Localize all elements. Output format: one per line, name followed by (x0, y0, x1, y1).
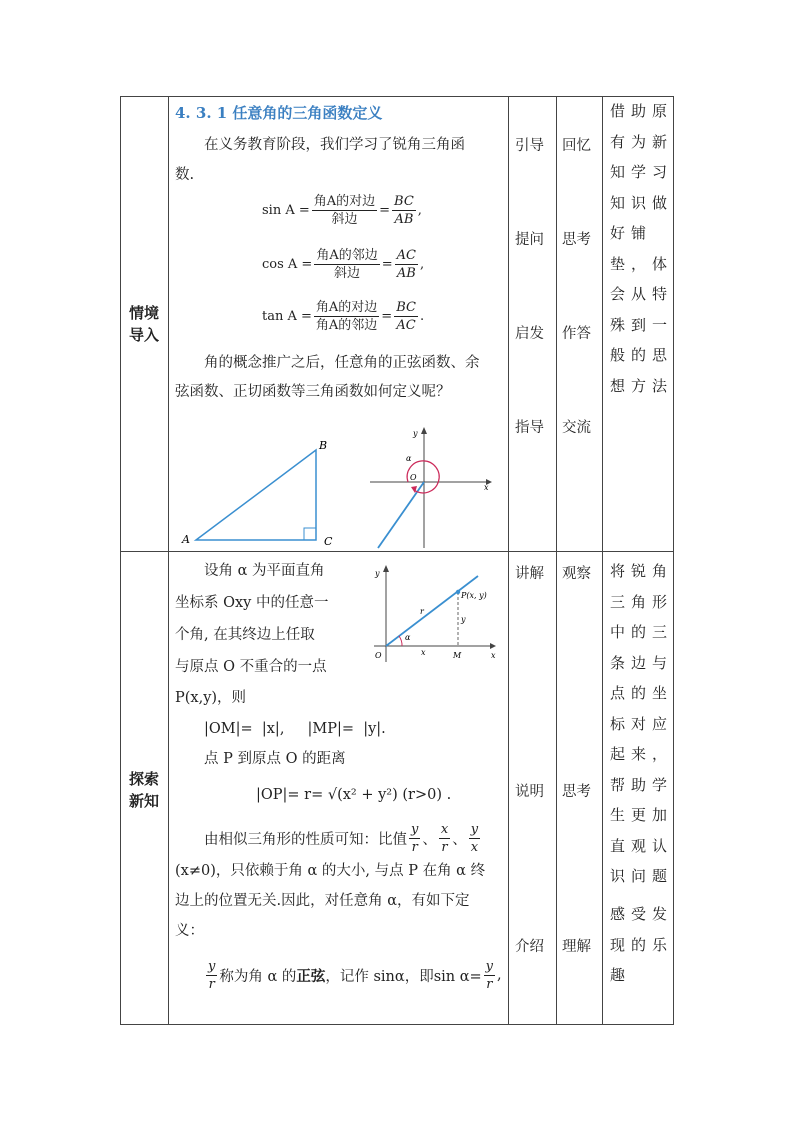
tan-ratio-letters: $\frac{BC}{AC}$ (396, 299, 416, 333)
cos-ratio-letters: $\frac{AC}{AB}$ (396, 247, 416, 281)
setup-line-3: 个角, 在其终边上任取 (175, 627, 315, 643)
similarity-line-2: (x≠0)，只依赖于角 α 的大小, 与点 P 在角 α 终 (175, 863, 486, 879)
design-intent-2b: 感受发现的乐趣 (610, 905, 674, 984)
col-border-4 (602, 96, 603, 1025)
distance-line: 点 P 到原点 O 的距离 (204, 751, 346, 767)
sin-fn: sin A = (262, 202, 310, 218)
fig-label-o: O (375, 651, 382, 660)
teacher-activity-4: 指导 (515, 420, 544, 436)
fig-label-alpha: α (405, 633, 411, 642)
design-intent-1: 借助原有为新知学习知识做好铺垫，体会从特殊到一般的思想方法 (610, 102, 674, 395)
stage-label-2: 探索新知 (128, 770, 159, 810)
col-border-0 (120, 96, 121, 1025)
tan-ratio-words: $\frac{\text{角A的对边}}{\text{角A的邻边}}$ (315, 299, 378, 333)
student-activity-5: 观察 (562, 566, 591, 582)
student-activity-6: 思考 (562, 784, 591, 800)
intro-line-2: 数. (175, 167, 195, 183)
vertex-label-b: B (319, 439, 328, 452)
axis-label-y: y (413, 429, 418, 438)
triangle-shape (196, 450, 316, 540)
question-line-1: 角的概念推广之后，任意角的正弦函数、余 (204, 355, 480, 371)
fig-label-x: x (491, 651, 496, 660)
ratio-y-over-r: $\frac{y}{r}$ (411, 821, 419, 855)
question-line-2: 弦函数、正切函数等三角函数如何定义呢？ (175, 384, 451, 400)
right-angle-mark (304, 528, 316, 540)
student-activity-7: 理解 (562, 939, 591, 955)
table-bottom-border (120, 1024, 674, 1025)
cos-fn: cos A = (262, 256, 313, 272)
fig-x-arrow (490, 643, 496, 649)
angle-axes-figure (368, 424, 496, 550)
similarity-line: 由相似三角形的性质可知：比值 $\frac{y}{r}$ 、 $\frac{x}{r}$ 、 $\frac{y}{x}$ (204, 821, 479, 855)
setup-line-5: P(x,y)，则 (175, 690, 247, 706)
cos-formula: cos A = $\frac{\text{角A的邻边}}{\text{斜边}}$ = $\frac{AC}{AB}$ , (262, 247, 425, 281)
sin-ratio-words: $\frac{\text{角A的对边}}{\text{斜边}}$ (313, 193, 376, 227)
def-frac-left: $\frac{y}{r}$ (208, 958, 216, 992)
vertex-label-c: C (324, 535, 333, 547)
y-axis-arrow (421, 427, 427, 434)
fig-label-m: M (453, 651, 462, 660)
col-border-2 (508, 96, 509, 1025)
col-border-1 (168, 96, 169, 1025)
def-frac-right: $\frac{y}{r}$ (485, 958, 494, 992)
teacher-activity-3: 启发 (515, 326, 544, 342)
teacher-activity-5: 讲解 (515, 566, 544, 582)
teacher-activity-1: 引导 (515, 138, 544, 154)
fig-terminal-side (386, 576, 478, 646)
ratio-y-over-x: $\frac{y}{x}$ (470, 821, 479, 855)
fig-label-y: y (375, 569, 380, 578)
row-divider (120, 551, 674, 552)
col-border-3 (556, 96, 557, 1025)
fig-label-y-seg: y (461, 615, 466, 624)
section-title: 4. 3. 1 任意角的三角函数定义 (175, 104, 383, 122)
similarity-line-3: 边上的位置无关.因此，对任意角 α，有如下定 (175, 893, 470, 909)
student-activity-2: 思考 (562, 232, 591, 248)
student-activity-3: 作答 (562, 326, 591, 342)
axis-label-x: x (484, 483, 489, 492)
op-distance-formula: |OP|= r= √(x² + y²) (r>0) . (256, 787, 452, 803)
design-intent-2: 将锐角三角形中的三条边与点的坐标对应起来，帮助学生更加直观认识问题 (610, 562, 674, 885)
fig-label-r: r (420, 607, 424, 616)
right-triangle-figure (178, 432, 338, 547)
term-sine: 正弦 (296, 967, 326, 985)
vertex-label-a: A (182, 533, 190, 546)
fig-label-x-seg: x (421, 648, 426, 657)
alpha-label: α (406, 454, 412, 463)
intro-line-1: 在义务教育阶段，我们学习了锐角三角函 (204, 137, 465, 153)
student-activity-1: 回忆 (562, 138, 591, 154)
ratio-x-over-r: $\frac{x}{r}$ (440, 821, 449, 855)
teacher-activity-7: 介绍 (515, 939, 544, 955)
stage-label-1: 情境导入 (128, 304, 159, 344)
sine-definition: $\frac{y}{r}$ 称为角 α 的 正弦 ，记作 sinα，即sin α= $\frac{y}{r}$ , (208, 958, 502, 992)
fig-point-p (456, 590, 460, 594)
origin-label: O (410, 473, 417, 482)
setup-line-1: 设角 α 为平面直角 (204, 563, 325, 579)
setup-line-4: 与原点 O 不重合的一点 (175, 659, 327, 675)
cos-ratio-words: $\frac{\text{角A的邻边}}{\text{斜边}}$ (316, 247, 378, 281)
teacher-activity-6: 说明 (515, 784, 544, 800)
tan-fn: tan A = (262, 308, 312, 324)
teacher-activity-2: 提问 (515, 232, 544, 248)
student-activity-4: 交流 (562, 420, 591, 436)
table-top-border (120, 96, 674, 97)
sin-formula: sin A = $\frac{\text{角A的对边}}{\text{斜边}}$ = $\frac{BC}{AB}$ , (262, 193, 422, 227)
fig-y-arrow (383, 565, 389, 572)
sin-ratio-letters: $\frac{BC}{AB}$ (394, 193, 414, 227)
point-p-figure (364, 562, 502, 666)
abs-value-line: |OM|= |x|, |MP|= |y|. (204, 721, 386, 737)
fig-label-p: P(x, y) (461, 591, 487, 600)
setup-line-2: 坐标系 Oxy 中的任意一 (175, 595, 329, 611)
tan-formula: tan A = $\frac{\text{角A的对边}}{\text{角A的邻边}}$ = $\frac{BC}{AC}$ . (262, 299, 425, 333)
similarity-line-4: 义： (175, 923, 204, 939)
fig-angle-arc (399, 636, 402, 646)
